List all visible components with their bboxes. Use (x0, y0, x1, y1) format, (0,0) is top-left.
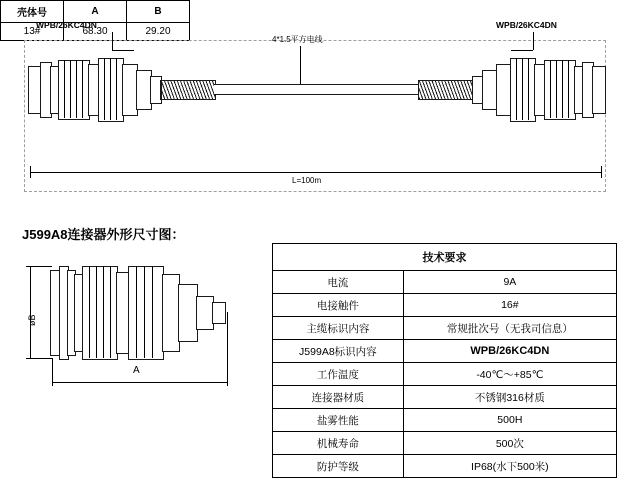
length-dim-tick-left (30, 166, 31, 178)
dim-back-line2 (144, 266, 145, 358)
left-connector-label: WPB/26KC4DN (36, 20, 97, 30)
overall-length-label: L=100m (289, 176, 324, 185)
dim-nut-line4 (110, 266, 111, 358)
diameter-dim-line (30, 266, 31, 358)
table-row (273, 363, 617, 386)
spec-title: 技术要求 (273, 244, 617, 271)
spec-key-connector-marking: J599A8标识内容 (273, 340, 404, 363)
right-connector-label: WPB/26KC4DN (496, 20, 557, 30)
right-back-line1 (516, 58, 517, 120)
dim-coupling-nut (82, 266, 118, 360)
cable-label-leader (300, 46, 301, 84)
table-row (273, 386, 617, 409)
th-b: B (127, 1, 190, 23)
left-nut-line3 (76, 60, 77, 118)
dim-nut-line1 (89, 266, 90, 358)
right-back-line3 (528, 58, 529, 120)
right-backshell (510, 58, 536, 122)
spec-value-connector-marking: WPB/26KC4DN (403, 340, 616, 363)
ext-line-top (30, 266, 52, 267)
dim-back-line3 (152, 266, 153, 358)
th-shell-no: 壳体号 (1, 1, 64, 23)
spec-key-mechanical-life: 机械寿命 (273, 432, 404, 455)
left-label-leader-h (112, 50, 134, 51)
cell-shell-no: 13# (1, 23, 64, 41)
spec-table (272, 243, 617, 478)
spec-key-salt-spray: 盐雾性能 (273, 409, 404, 432)
spec-value-salt-spray: 500H (403, 409, 616, 432)
dim-back-line1 (136, 266, 137, 358)
left-coupling-nut (58, 60, 90, 120)
spec-value-material: 不锈钢316材质 (403, 386, 616, 409)
spec-key-ip-rating: 防护等级 (273, 455, 404, 478)
right-nut-line2 (556, 60, 557, 118)
right-shell-end (592, 66, 606, 114)
right-label-leader (533, 32, 534, 50)
th-a: A (64, 1, 127, 23)
assembly-drawing (0, 0, 632, 208)
left-back-line1 (104, 58, 105, 120)
length-dim-line2 (52, 382, 228, 383)
spec-value-cable-marking: 常规批次号（无我司信息） (403, 317, 616, 340)
right-coupling-nut (544, 60, 576, 120)
cable-run (214, 84, 418, 95)
left-back-line3 (116, 58, 117, 120)
right-back-line2 (522, 58, 523, 120)
dim-taper2 (178, 284, 198, 342)
spec-title-row (273, 244, 617, 271)
spec-value-ip-rating: IP68(水下500米) (403, 455, 616, 478)
spec-key-temperature: 工作温度 (273, 363, 404, 386)
table-row (273, 340, 617, 363)
right-nut-line3 (562, 60, 563, 118)
length-dim-label: A (133, 365, 140, 376)
spec-value-contacts: 16# (403, 294, 616, 317)
right-label-leader-h (511, 50, 533, 51)
left-back-line2 (110, 58, 111, 120)
spec-key-cable-marking: 主缆标识内容 (273, 317, 404, 340)
table-row (273, 317, 617, 340)
table-row (273, 455, 617, 478)
length-ext-left (52, 358, 53, 386)
dim-nut-line2 (96, 266, 97, 358)
cable-type-label: 4*1.5平方电线 (272, 35, 323, 44)
spec-value-mechanical-life: 500次 (403, 432, 616, 455)
spec-value-current: 9A (403, 271, 616, 294)
length-dim-tick-right (601, 166, 602, 178)
ext-line-bottom (30, 358, 52, 359)
left-nut-line2 (70, 60, 71, 118)
dim-backshell (128, 266, 164, 360)
left-label-leader (112, 32, 113, 50)
right-nut-line4 (568, 60, 569, 118)
spec-value-temperature: -40℃～+85℃ (403, 363, 616, 386)
left-backshell (98, 58, 124, 122)
length-ext-right (227, 312, 228, 386)
left-nut-line4 (82, 60, 83, 118)
section-title: J599A8连接器外形尺寸图： (22, 227, 185, 242)
left-nut-line1 (64, 60, 65, 118)
dim-nut-line3 (103, 266, 104, 358)
left-braid (160, 80, 216, 100)
table-row (273, 294, 617, 317)
cell-b: 29.20 (127, 23, 190, 41)
table-row (273, 409, 617, 432)
table-row (273, 432, 617, 455)
diameter-label: øB (27, 314, 37, 326)
cell-a: 68.30 (64, 23, 127, 41)
table-row (273, 271, 617, 294)
spec-key-contacts: 电接触件 (273, 294, 404, 317)
spec-key-material: 连接器材质 (273, 386, 404, 409)
connector-dimension-drawing (18, 252, 258, 402)
dim-tail (212, 302, 226, 324)
spec-key-current: 电流 (273, 271, 404, 294)
right-braid (418, 80, 474, 100)
length-dim-line (30, 172, 602, 173)
right-nut-line1 (550, 60, 551, 118)
